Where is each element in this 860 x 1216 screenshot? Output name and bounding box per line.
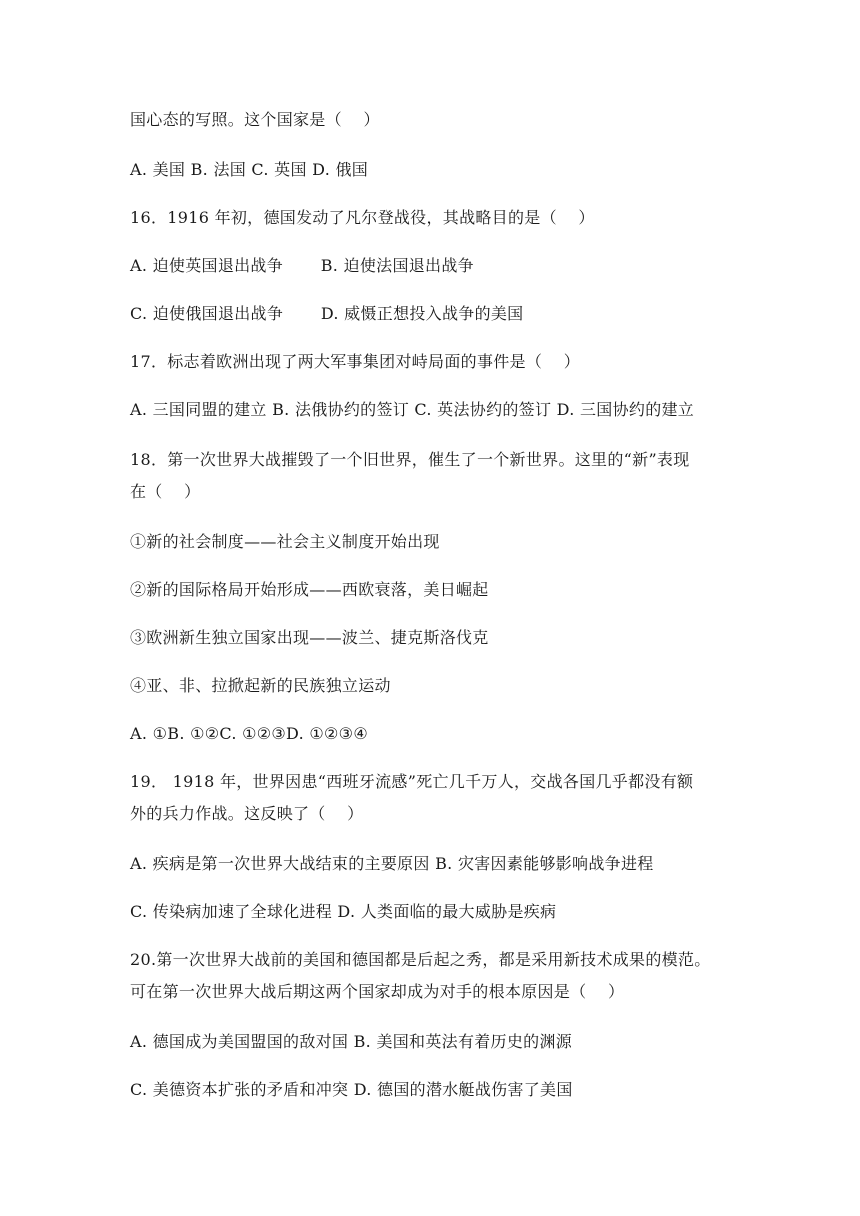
q20-stem-cont: 可在第一次世界大战后期这两个国家却成为对手的根本原因是（ ）	[130, 982, 625, 1001]
q20-stem: 20.第一次世界大战前的美国和德国都是后起之秀，都是采用新技术成果的模范。	[130, 950, 711, 969]
q18-stem-cont: 在（ ）	[130, 482, 201, 501]
q16-stem: 16．1916 年初，德国发动了凡尔登战役，其战略目的是（ ）	[130, 208, 595, 227]
q19-stem: 19． 1918 年，世界因患“西班牙流感”死亡几千万人，交战各国几乎都没有额	[130, 772, 694, 791]
q18-item-4: ④亚、非、拉掀起新的民族独立运动	[130, 676, 391, 695]
q18-item-2: ②新的国际格局开始形成——西欧衰落，美日崛起	[130, 580, 489, 599]
q19-options-ab: A. 疾病是第一次世界大战结束的主要原因 B. 灾害因素能够影响战争进程	[130, 854, 654, 873]
q18-stem: 18．第一次世界大战摧毁了一个旧世界，催生了一个新世界。这里的“新”表现	[130, 450, 690, 469]
q18-item-3: ③欧洲新生独立国家出现——波兰、捷克斯洛伐克	[130, 628, 489, 647]
q15-options: A. 美国 B. 法国 C. 英国 D. 俄国	[130, 160, 369, 179]
q16-options-ab: A. 迫使英国退出战争 B. 迫使法国退出战争	[130, 256, 474, 275]
q18-item-1: ①新的社会制度——社会主义制度开始出现	[130, 532, 440, 551]
q20-options-ab: A. 德国成为美国盟国的敌对国 B. 美国和英法有着历史的渊源	[130, 1032, 573, 1051]
q16-options-cd: C. 迫使俄国退出战争 D. 威慑正想投入战争的美国	[130, 304, 524, 323]
q20-options-cd: C. 美德资本扩张的矛盾和冲突 D. 德国的潜水艇战伤害了美国	[130, 1080, 573, 1099]
q17-stem: 17．标志着欧洲出现了两大军事集团对峙局面的事件是（ ）	[130, 352, 581, 371]
q19-stem-cont: 外的兵力作战。这反映了（ ）	[130, 804, 364, 823]
q19-options-cd: C. 传染病加速了全球化进程 D. 人类面临的最大威胁是疾病	[130, 902, 557, 921]
q17-options: A. 三国同盟的建立 B. 法俄协约的签订 C. 英法协约的签订 D. 三国协约的建立	[130, 400, 695, 419]
q15-stem-cont: 国心态的写照。这个国家是（ ）	[130, 110, 380, 129]
q18-options: A. ①B. ①②C. ①②③D. ①②③④	[130, 724, 368, 743]
